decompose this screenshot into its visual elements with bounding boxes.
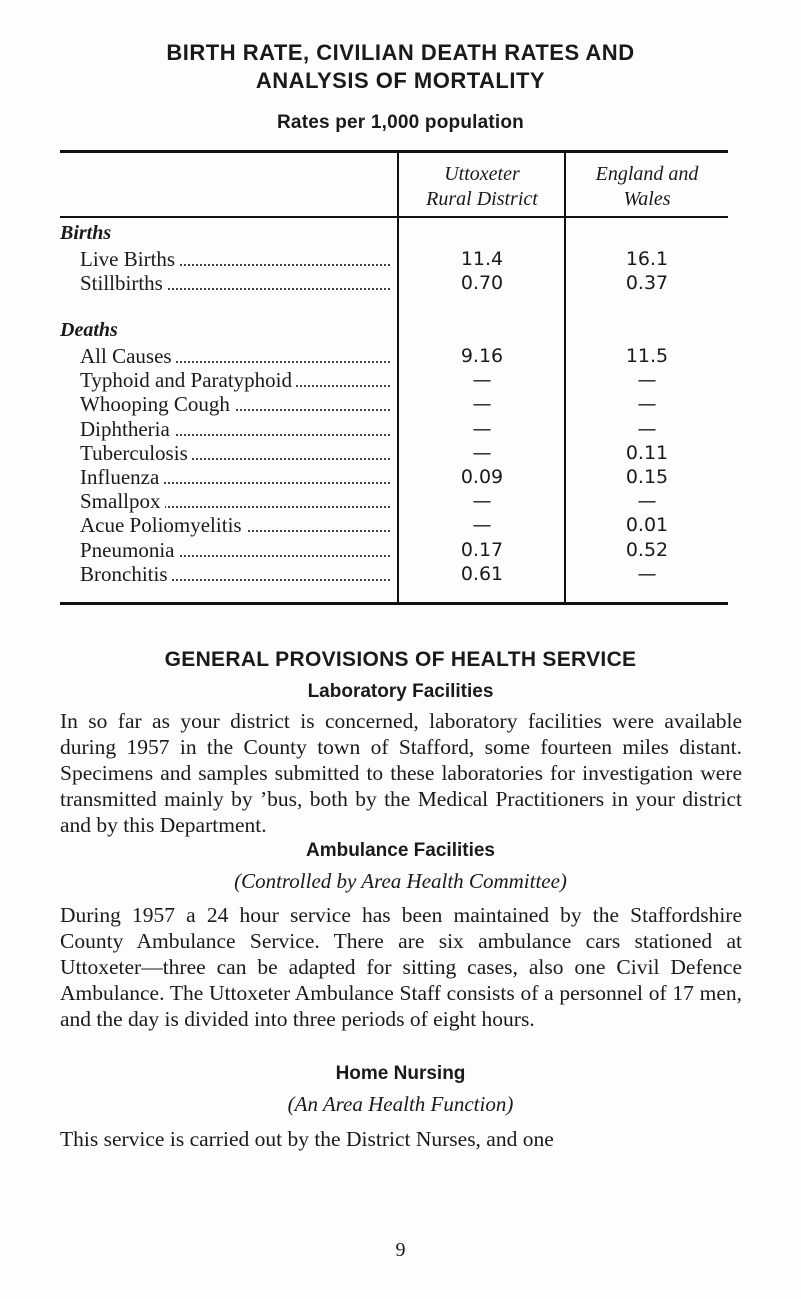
row-label-text: Acue Poliomyelitis <box>80 513 246 537</box>
england-value: — <box>637 417 657 440</box>
table-row <box>0 417 801 441</box>
row-label-text: Tuberculosis <box>80 441 192 465</box>
laboratory-paragraph: In so far as your district is concerned, laboratory facilities were available during 1957 in the County town of Stafford, some fourteen miles distant. Specimens and samples submitted to these laboratories for investigation were transmitted mainly by ’bus, both by the Medical Practitioners in your district and by this Department. <box>60 709 742 837</box>
page-title-line-1: BIRTH RATE, CIVILIAN DEATH RATES AND <box>166 40 635 65</box>
england-value: — <box>637 562 657 585</box>
column-header-uttoxeter <box>400 162 564 212</box>
uttoxeter-value: — <box>472 417 492 440</box>
row-label <box>80 392 392 416</box>
column-header-uttoxeter-text: Uttoxeter Rural District <box>426 163 538 210</box>
table-subtitle: Rates per 1,000 population <box>277 112 524 133</box>
general-provisions-title: GENERAL PROVISIONS OF HEALTH SERVICE <box>164 648 637 671</box>
row-label-text: Diphtheria <box>80 417 174 441</box>
page-number: 9 <box>395 1239 406 1261</box>
row-label-text: Live Births <box>80 247 179 271</box>
ambulance-heading: Ambulance Facilities <box>305 840 495 861</box>
row-label-text: Pneumonia <box>80 538 179 562</box>
table-row <box>0 392 801 416</box>
england-value: 0.11 <box>625 441 669 464</box>
laboratory-heading: Laboratory Facilities <box>307 681 494 702</box>
ambulance-paragraph: During 1957 a 24 hour service has been maintained by the Staffordshire County Ambulance Service. There are six ambulance cars stationed at Uttoxeter—three can be adapted for sitting cases, also one Civil Defence Ambulance. The Uttoxeter Ambulance Staff consists of a personnel of 17 men, and the day is divided into three periods of eight hours. <box>60 903 742 1031</box>
section-label-births: Births <box>60 222 112 244</box>
table-header-rule <box>60 216 728 218</box>
row-label-text: All Causes <box>80 344 176 368</box>
column-header-england-text: England and Wales <box>595 163 699 210</box>
row-label <box>80 465 392 489</box>
uttoxeter-value: — <box>472 369 492 392</box>
uttoxeter-value: — <box>472 490 492 513</box>
england-value: 0.15 <box>625 466 669 488</box>
table-bottom-rule <box>60 602 728 605</box>
uttoxeter-value: 0.09 <box>460 466 504 488</box>
uttoxeter-value: — <box>472 514 492 537</box>
table-row <box>0 368 801 392</box>
england-value: 16.1 <box>625 248 669 270</box>
row-label-text: Stillbirths <box>80 271 167 295</box>
table-row <box>0 489 801 513</box>
table-row <box>0 441 801 465</box>
uttoxeter-value: 11.4 <box>460 248 504 270</box>
table-row <box>0 562 801 586</box>
row-label <box>80 538 392 562</box>
row-label-text: Bronchitis <box>80 562 172 586</box>
row-label <box>80 513 392 537</box>
england-value: 0.01 <box>625 514 669 537</box>
uttoxeter-value: — <box>472 441 492 464</box>
column-header-england <box>566 162 728 212</box>
row-label <box>80 441 392 465</box>
table-row <box>0 271 801 295</box>
row-label-text: Smallpox <box>80 489 165 513</box>
table-row <box>0 344 801 368</box>
row-label <box>80 247 392 271</box>
row-label-text: Influenza <box>80 465 163 489</box>
uttoxeter-value: 9.16 <box>460 345 504 367</box>
england-value: 11.5 <box>625 345 669 367</box>
england-value: 0.52 <box>625 538 669 561</box>
row-label <box>80 344 392 368</box>
home-nursing-note: (An Area Health Function) <box>287 1092 514 1116</box>
uttoxeter-value: 0.70 <box>460 272 504 295</box>
uttoxeter-value: 0.17 <box>460 538 504 561</box>
row-label-text: Typhoid and Paratyphoid <box>80 368 296 392</box>
home-nursing-paragraph: This service is carried out by the District Nurses, and one <box>60 1127 554 1151</box>
table-row <box>0 247 801 271</box>
home-nursing-heading: Home Nursing <box>335 1063 466 1084</box>
table-row <box>0 538 801 562</box>
page-title-line-2: ANALYSIS OF MORTALITY <box>255 68 546 93</box>
uttoxeter-value: 0.61 <box>460 562 504 585</box>
row-label <box>80 417 392 441</box>
row-label <box>80 489 392 513</box>
england-value: — <box>637 393 657 416</box>
england-value: — <box>637 369 657 392</box>
row-label <box>80 562 392 586</box>
section-label-deaths: Deaths <box>60 319 118 341</box>
uttoxeter-value: — <box>472 393 492 416</box>
table-top-rule <box>60 150 728 153</box>
england-value: — <box>637 490 657 513</box>
table-row <box>0 513 801 537</box>
table-row <box>0 465 801 489</box>
row-label <box>80 271 392 295</box>
england-value: 0.37 <box>625 272 669 295</box>
ambulance-note: (Controlled by Area Health Committee) <box>234 869 567 893</box>
row-label <box>80 368 392 392</box>
row-label-text: Whooping Cough <box>80 392 234 416</box>
